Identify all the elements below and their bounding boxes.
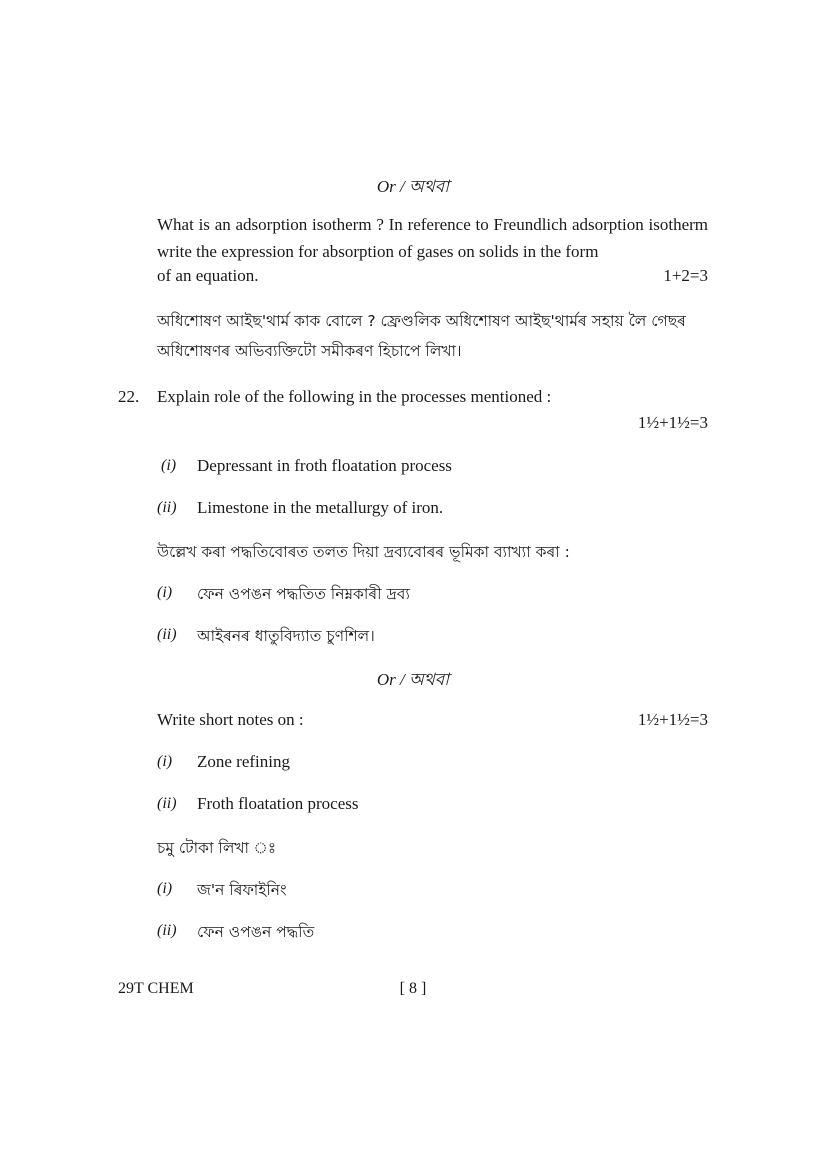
marks: 1+2=3	[663, 266, 708, 285]
question-text-en	[157, 212, 708, 265]
or-divider: Or / অথবা	[376, 177, 450, 196]
item-text-bn: আইৰনৰ ধাতুবিদ্যাত চুণশিল।	[197, 627, 375, 645]
question-text-en: Explain role of the following in the processes mentioned :	[157, 387, 552, 406]
item-text-bn: জ'ন ৰিফাইনিং	[197, 881, 287, 899]
or-divider: Or / অথবা	[376, 670, 450, 689]
item-text: Zone refining	[197, 752, 290, 771]
item-number: (i)	[161, 457, 177, 474]
question-text-bn: উল্লেখ কৰা পদ্ধতিবোৰত তলত দিয়া দ্ৰব্যবোৰৰ ভূমিকা ব্যাখ্যা কৰা :	[157, 543, 570, 561]
question-text-en-body: What is an adsorption isotherm ? In reference to Freundlich adsorption isotherm write the expression for absorption of gases on solids in the form	[157, 215, 708, 261]
item-number: (i)	[157, 584, 173, 601]
marks: 1½+1½=3	[637, 413, 708, 432]
question-text-en: Write short notes on :	[157, 710, 304, 729]
marks: 1½+1½=3	[637, 710, 708, 729]
item-number: (ii)	[157, 499, 177, 516]
item-text: Depressant in froth floatation process	[197, 456, 452, 475]
item-text: Froth floatation process	[197, 794, 359, 813]
item-text-bn: ফেন ওপঙন পদ্ধতিত নিম্নকাৰী দ্ৰব্য	[197, 585, 410, 603]
question-number: 22.	[118, 387, 140, 406]
item-text: Limestone in the metallurgy of iron.	[197, 498, 444, 517]
item-number: (ii)	[157, 795, 177, 812]
item-number: (i)	[157, 753, 173, 770]
item-number: (ii)	[157, 922, 177, 939]
question-text-bn: চমু টোকা লিখা ঃ	[157, 839, 277, 857]
item-text-bn: ফেন ওপঙন পদ্ধতি	[197, 923, 315, 941]
item-number: (ii)	[157, 626, 177, 643]
question-text-bn: অধিশোষণ আইছ'থাৰ্ম কাক বোলে ? ফ্ৰেণ্ডলিক অধিশোষণ আইছ'থাৰ্মৰ সহায় লৈ গেছৰ অধিশোষণৰ অভিব্যক্তিটো সমীকৰণ হিচাপে লিখা।	[157, 312, 686, 360]
item-number: (i)	[157, 880, 173, 897]
page-number: [ 8 ]	[399, 980, 427, 997]
question-text-en-last-line: of an equation.	[157, 266, 259, 285]
paper-code: 29T CHEM	[118, 980, 194, 997]
